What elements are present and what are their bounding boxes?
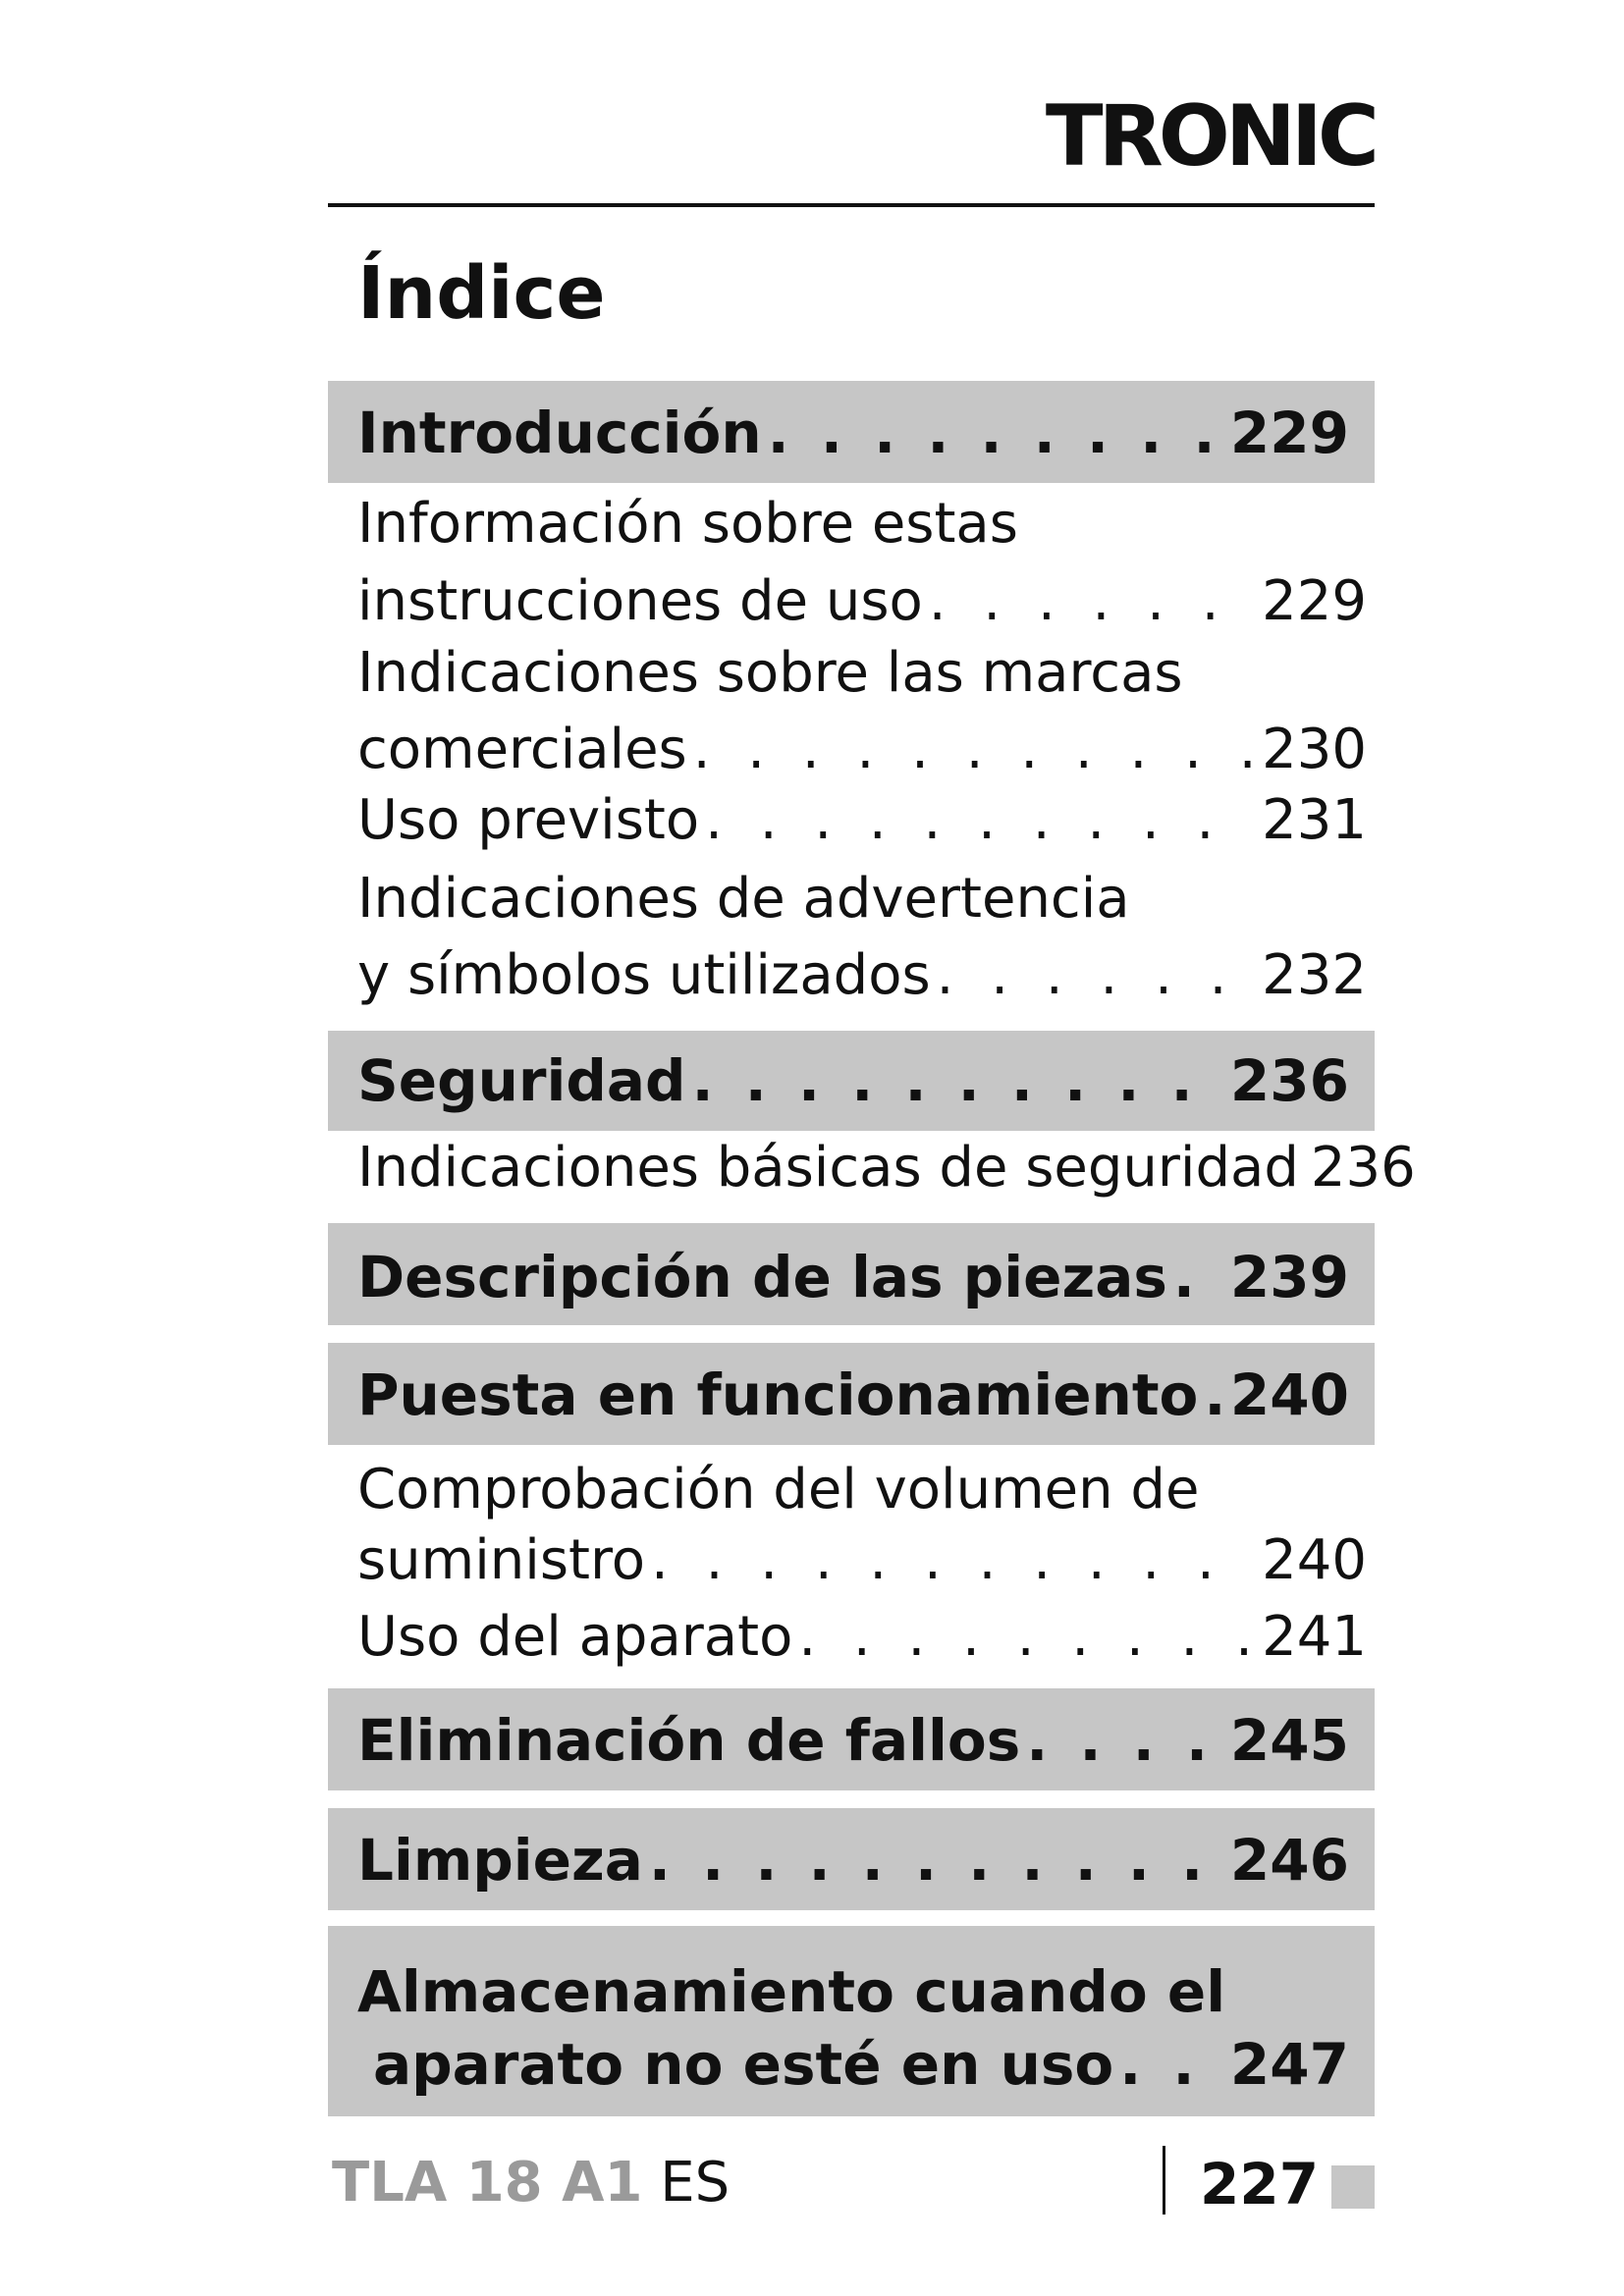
toc-section-eliminacion[interactable] — [328, 1688, 1375, 1790]
toc-section-limpieza[interactable] — [328, 1808, 1375, 1910]
toc-page-number: 240 — [1262, 1528, 1367, 1592]
toc-page-number: 236 — [1310, 1136, 1416, 1200]
toc-page-number: 246 — [1229, 1827, 1349, 1894]
toc-entry-label: Información sobre estas — [357, 492, 1018, 556]
toc-page-number: 231 — [1262, 788, 1367, 852]
toc-entry-label: Comprobación del volumen de — [357, 1458, 1200, 1522]
dot-leader — [937, 948, 1256, 1003]
toc-page-number: 236 — [1229, 1047, 1349, 1114]
toc-entry-label: Uso del aparato — [357, 1605, 793, 1669]
toc-section-label: Descripción de las piezas — [357, 1244, 1167, 1310]
dot-leader — [651, 1533, 1256, 1588]
toc-page-number: 241 — [1262, 1605, 1367, 1669]
toc-section-seguridad[interactable] — [328, 1031, 1375, 1131]
header-rule — [328, 203, 1375, 207]
toc-page-number: 240 — [1229, 1362, 1349, 1428]
dot-leader — [929, 574, 1256, 629]
brand-logo: TRONIC — [1045, 87, 1375, 186]
toc-entry-label: Uso previsto — [357, 788, 700, 852]
toc-entry-instrucciones[interactable] — [357, 569, 1367, 633]
toc-entry-label: Indicaciones de advertencia — [357, 867, 1130, 931]
toc-entry-label: instrucciones de uso — [357, 569, 923, 633]
toc-section-introduccion[interactable] — [328, 381, 1375, 483]
toc-entry-suministro[interactable] — [357, 1528, 1367, 1592]
dot-leader — [1119, 2036, 1224, 2093]
toc-entry-label: comerciales — [357, 718, 687, 781]
toc-section-label: Almacenamiento cuando el — [357, 1958, 1226, 2025]
toc-page-number: 245 — [1229, 1707, 1349, 1774]
footer-divider — [1163, 2146, 1165, 2215]
toc-section-descripcion[interactable] — [328, 1223, 1375, 1325]
dot-leader — [798, 1610, 1256, 1665]
page-number: 227 — [1200, 2151, 1320, 2217]
toc-entry-label: Indicaciones sobre las marcas — [357, 641, 1183, 705]
dot-leader — [1026, 1712, 1224, 1769]
toc-page-number: 247 — [1229, 2031, 1349, 2098]
toc-page-number: 230 — [1262, 718, 1367, 781]
toc-page-number: 239 — [1229, 1244, 1349, 1310]
toc-section-label: Introducción — [357, 400, 762, 466]
toc-entry-uso-previsto[interactable] — [357, 788, 1367, 852]
toc-entry-basicas[interactable] — [357, 1136, 1416, 1200]
toc-section-label: Limpieza — [357, 1827, 643, 1894]
toc-section-label: Seguridad — [357, 1047, 686, 1114]
dot-leader — [693, 722, 1256, 777]
toc-entry-label: y símbolos utilizados — [357, 943, 931, 1007]
toc-entry-label: Indicaciones básicas de seguridad — [357, 1136, 1299, 1200]
toc-section-label: aparato no esté en uso — [373, 2031, 1114, 2098]
page-marker-square — [1331, 2165, 1375, 2209]
toc-section-label: Eliminación de fallos — [357, 1707, 1021, 1774]
toc-section-label: Puesta en funcionamiento — [357, 1362, 1199, 1428]
toc-entry-simbolos[interactable] — [357, 943, 1367, 1007]
toc-page-number: 229 — [1262, 569, 1367, 633]
language-code: ES — [660, 2151, 731, 2215]
toc-entry-comerciales[interactable] — [357, 718, 1367, 781]
dot-leader — [692, 1052, 1224, 1109]
toc-entry-uso-aparato[interactable] — [357, 1605, 1367, 1669]
dot-leader — [768, 404, 1224, 461]
toc-section-puesta[interactable] — [328, 1343, 1375, 1445]
toc-entry-label: suministro — [357, 1528, 646, 1592]
toc-page-number: 229 — [1229, 400, 1349, 466]
toc-page-number: 232 — [1262, 943, 1367, 1007]
footer-model — [332, 2151, 731, 2215]
dot-leader — [705, 793, 1256, 848]
page-title: Índice — [357, 251, 606, 336]
toc-section-almacenamiento[interactable] — [328, 1926, 1375, 2116]
dot-leader — [649, 1832, 1224, 1889]
dot-leader — [1173, 1249, 1224, 1306]
dot-leader — [1204, 1366, 1224, 1423]
model-number: TLA 18 A1 — [332, 2151, 643, 2215]
